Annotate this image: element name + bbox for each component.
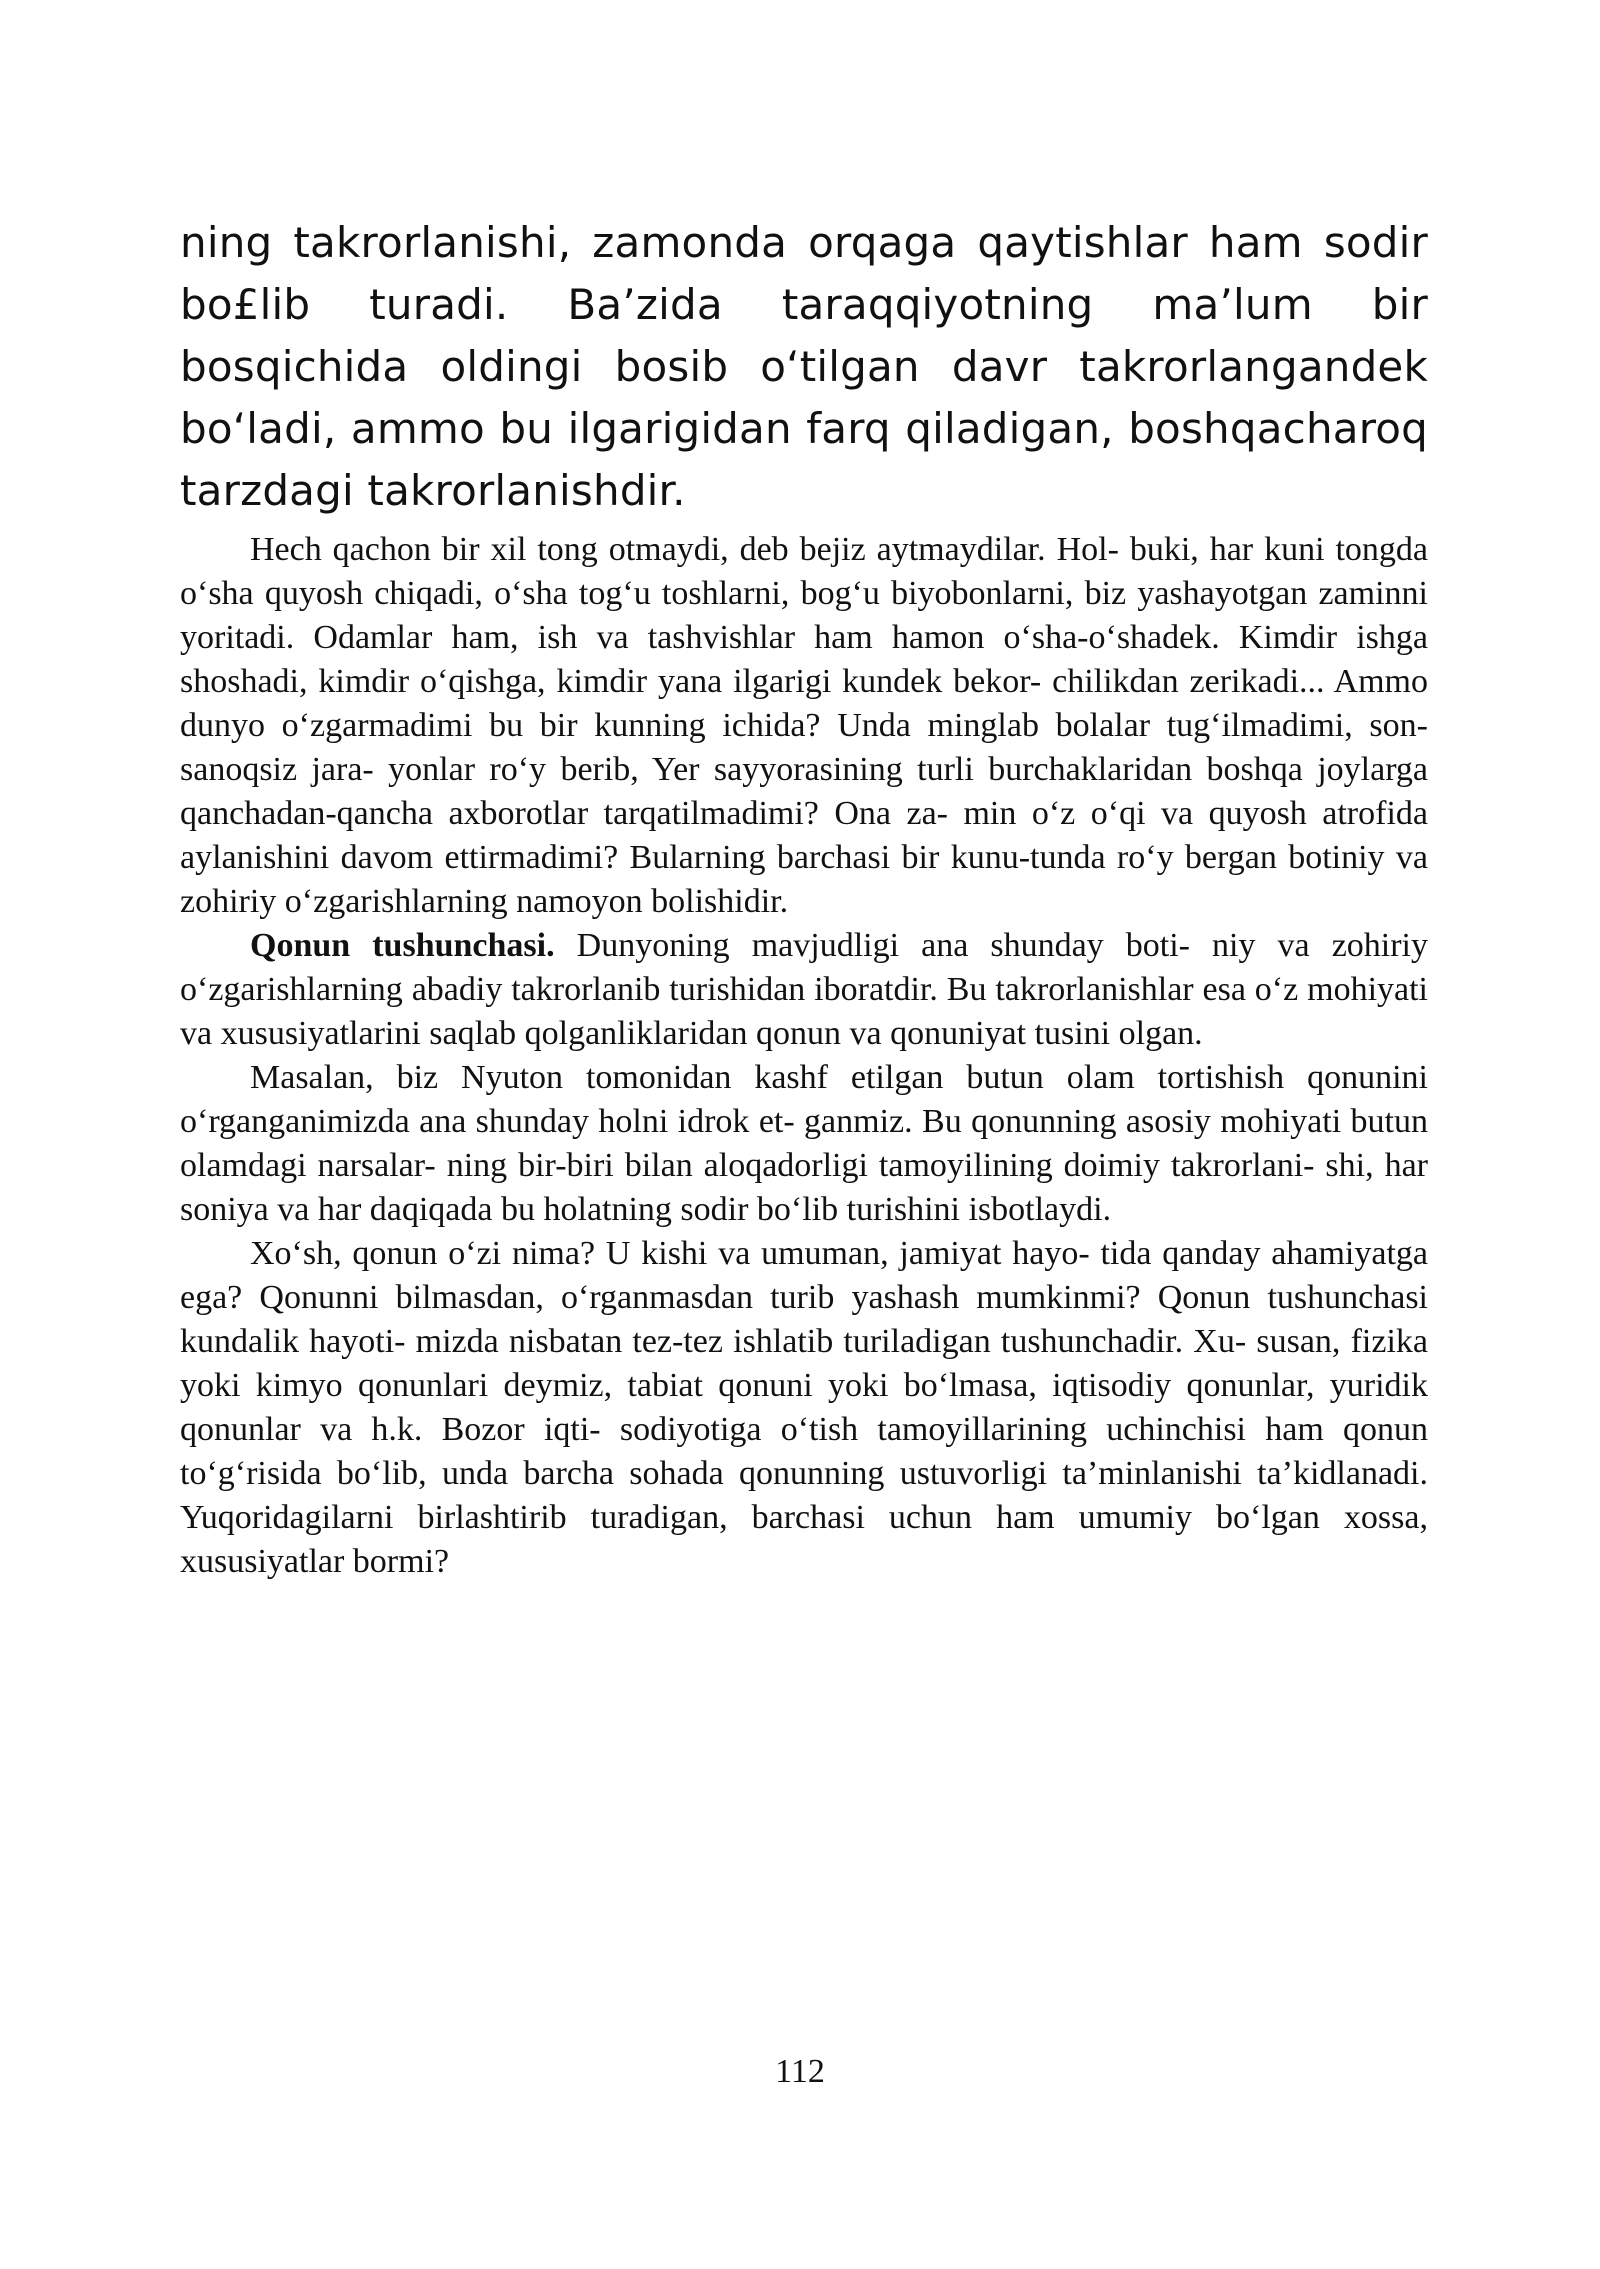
- paragraph-what-is-law: [180, 1232, 1428, 1584]
- paragraph-newton: [180, 1056, 1428, 1232]
- paragraph-text: Hech qachon bir xil tong otmaydi, deb bejiz aytmaydilar. Hol- buki, har kuni tongda o‘sha quyosh chiqadi, o‘sha tog‘u toshlarni, bog‘u biyobonlarni, biz yashayotgan zaminni yoritadi. Odamlar ham, ish va tashvishlar ham hamon o‘sha-o‘shadek. Kimdir ishga shoshadi, kimdir o‘qishga, kimdir yana ilgarigi kundek bekor- chilikdan zerikadi... Ammo dunyo o‘zgarmadimi bu bir kunning ichida? Unda minglab bolalar tug‘ilmadimi, son-sanoqsiz jara- yonlar ro‘y berib, Yer sayyorasining turli burchaklaridan boshqa joylarga qanchadan-qancha axborotlar tarqatilmadimi? Ona za- min o‘z o‘qi va quyosh atrofida aylanishini davom ettirmadimi? Bularning barchasi bir kunu-tunda ro‘y bergan botiniy va zohiriy o‘zgarishlarning namoyon bolishidir.: [180, 531, 1428, 920]
- paragraph-text: Xo‘sh, qonun o‘zi nima? U kishi va umuman, jamiyat hayo- tida qanday ahamiyatga ega? Qonunni bilmasdan, o‘rganmasdan turib yashash mumkinmi? Qonun tushunchasi kundalik hayoti- mizda nisbatan tez-tez ishlatib turiladigan tushunchadir. Xu- susan, fizika yoki kimyo qonunlari deymiz, tabiat qonuni yoki bo‘lmasa, iqtisodiy qonunlar, yuridik qonunlar va h.k. Bozor iqti- sodiyotiga o‘tish tamoyillarining uchinchisi ham qonun to‘g‘risida bo‘lib, unda barcha sohada qonunning ustuvorligi ta’minlanishi ta’kidlanadi. Yuqoridagilarni birlashtirib turadigan, barchasi uchun ham umumiy bo‘lgan xossa, xususiyatlar bormi?: [180, 1235, 1428, 1580]
- paragraph-law-concept: [180, 924, 1428, 1056]
- paragraph-morning: [180, 528, 1428, 924]
- lead-paragraph: ning takrorlanishi, zamonda orqaga qaytishlar ham sodir bo£lib turadi. Ba’zida taraqqiyotning ma’lum bir bosqichida oldingi bosib o‘tilgan davr takrorlangandek bo‘ladi, ammo bu ilgarigidan farq qiladigan, boshqacharoq tarzdagi takrorlanishdir.: [180, 218, 1428, 515]
- paragraph-text: Masalan, biz Nyuton tomonidan kashf etilgan butun olam tortishish qonunini o‘rganganimizda ana shunday holni idrok et- ganmiz. Bu qonunning asosiy mohiyati butun olamdagi narsalar- ning bir-biri bilan aloqadorligi tamoyilining doimiy takrorlani- shi, har soniya va har daqiqada bu holatning sodir bo‘lib turishini isbotlaydi.: [180, 1059, 1428, 1228]
- page-body: [180, 212, 1428, 1584]
- page-number: 112: [775, 2053, 825, 2090]
- paragraph-text: Dunyoning mavjudligi ana shunday boti- niy va zohiriy o‘zgarishlarning abadiy takrorlanib turishidan iboratdir. Bu takrorlanishlar esa o‘z mohiyati va xususiyatlarini saqlab qolganliklaridan qonun va qonuniyat tusini olgan.: [180, 927, 1428, 1052]
- section-heading: Qonun tushunchasi.: [250, 927, 555, 964]
